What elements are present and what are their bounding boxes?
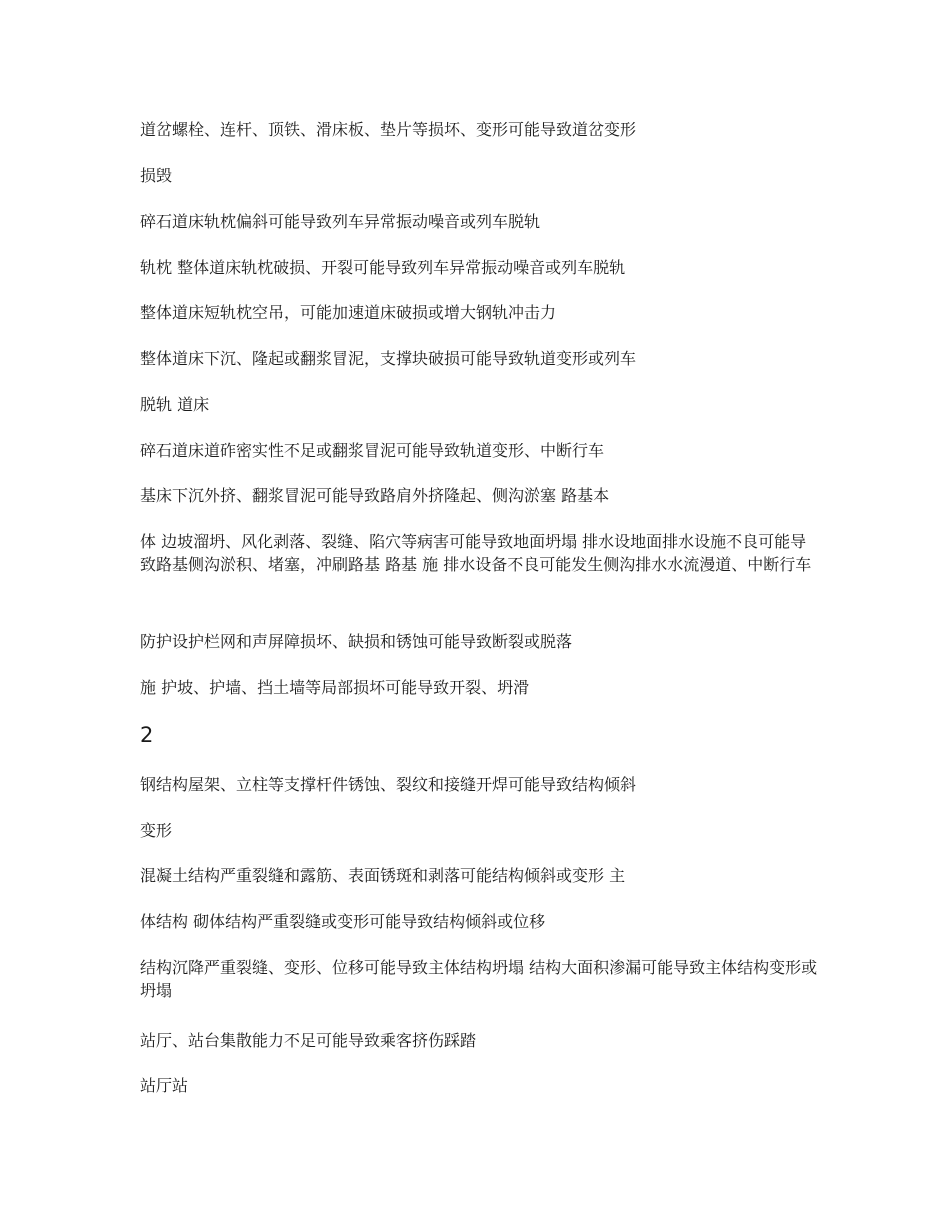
paragraph: 变形 <box>140 821 173 840</box>
paragraph: 道岔螺栓、连杆、顶铁、滑床板、垫片等损坏、变形可能导致道岔变形 <box>140 120 637 139</box>
paragraph: 钢结构屋架、立柱等支撑杆件锈蚀、裂纹和接缝开焊可能导致结构倾斜 <box>140 775 637 794</box>
page-number: 2 <box>140 723 154 747</box>
paragraph: 防护设护栏网和声屏障损坏、缺损和锈蚀可能导致断裂或脱落 <box>140 632 573 651</box>
paragraph: 轨枕 整体道床轨枕破损、开裂可能导致列车异常振动噪音或列车脱轨 <box>140 258 626 277</box>
paragraph: 损毁 <box>140 166 173 185</box>
paragraph: 混凝土结构严重裂缝和露筋、表面锈斑和剥落可能结构倾斜或变形 主 <box>140 866 626 885</box>
paragraph: 整体道床下沉、隆起或翻浆冒泥，支撑块破损可能导致轨道变形或列车 <box>140 349 637 368</box>
paragraph: 体结构 砌体结构严重裂缝或变形可能导致结构倾斜或位移 <box>140 912 546 931</box>
paragraph: 站厅、站台集散能力不足可能导致乘客挤伤踩踏 <box>140 1031 477 1050</box>
paragraph: 结构沉降严重裂缝、变形、位移可能导致主体结构坍塌 结构大面积渗漏可能导致主体结构变形或坍塌 <box>140 958 818 1000</box>
paragraph: 站厅站 <box>140 1076 189 1095</box>
paragraph: 体 边坡溜坍、风化剥落、裂缝、陷穴等病害可能导致地面坍塌 排水设地面排水设施不良可能导致路基侧沟淤积、堵塞，冲刷路基 路基 施 排水设备不良可能发生侧沟排水水流漫道、中断行车 <box>140 532 812 574</box>
paragraph: 基床下沉外挤、翻浆冒泥可能导致路肩外挤隆起、侧沟淤塞 路基本 <box>140 486 610 505</box>
paragraph: 碎石道床轨枕偏斜可能导致列车异常振动噪音或列车脱轨 <box>140 212 541 231</box>
paragraph: 碎石道床道砟密实性不足或翻浆冒泥可能导致轨道变形、中断行车 <box>140 441 605 460</box>
paragraph: 脱轨 道床 <box>140 395 210 414</box>
paragraph: 施 护坡、护墙、挡土墙等局部损坏可能导致开裂、坍滑 <box>140 678 530 697</box>
paragraph: 整体道床短轨枕空吊，可能加速道床破损或增大钢轨冲击力 <box>140 303 557 322</box>
